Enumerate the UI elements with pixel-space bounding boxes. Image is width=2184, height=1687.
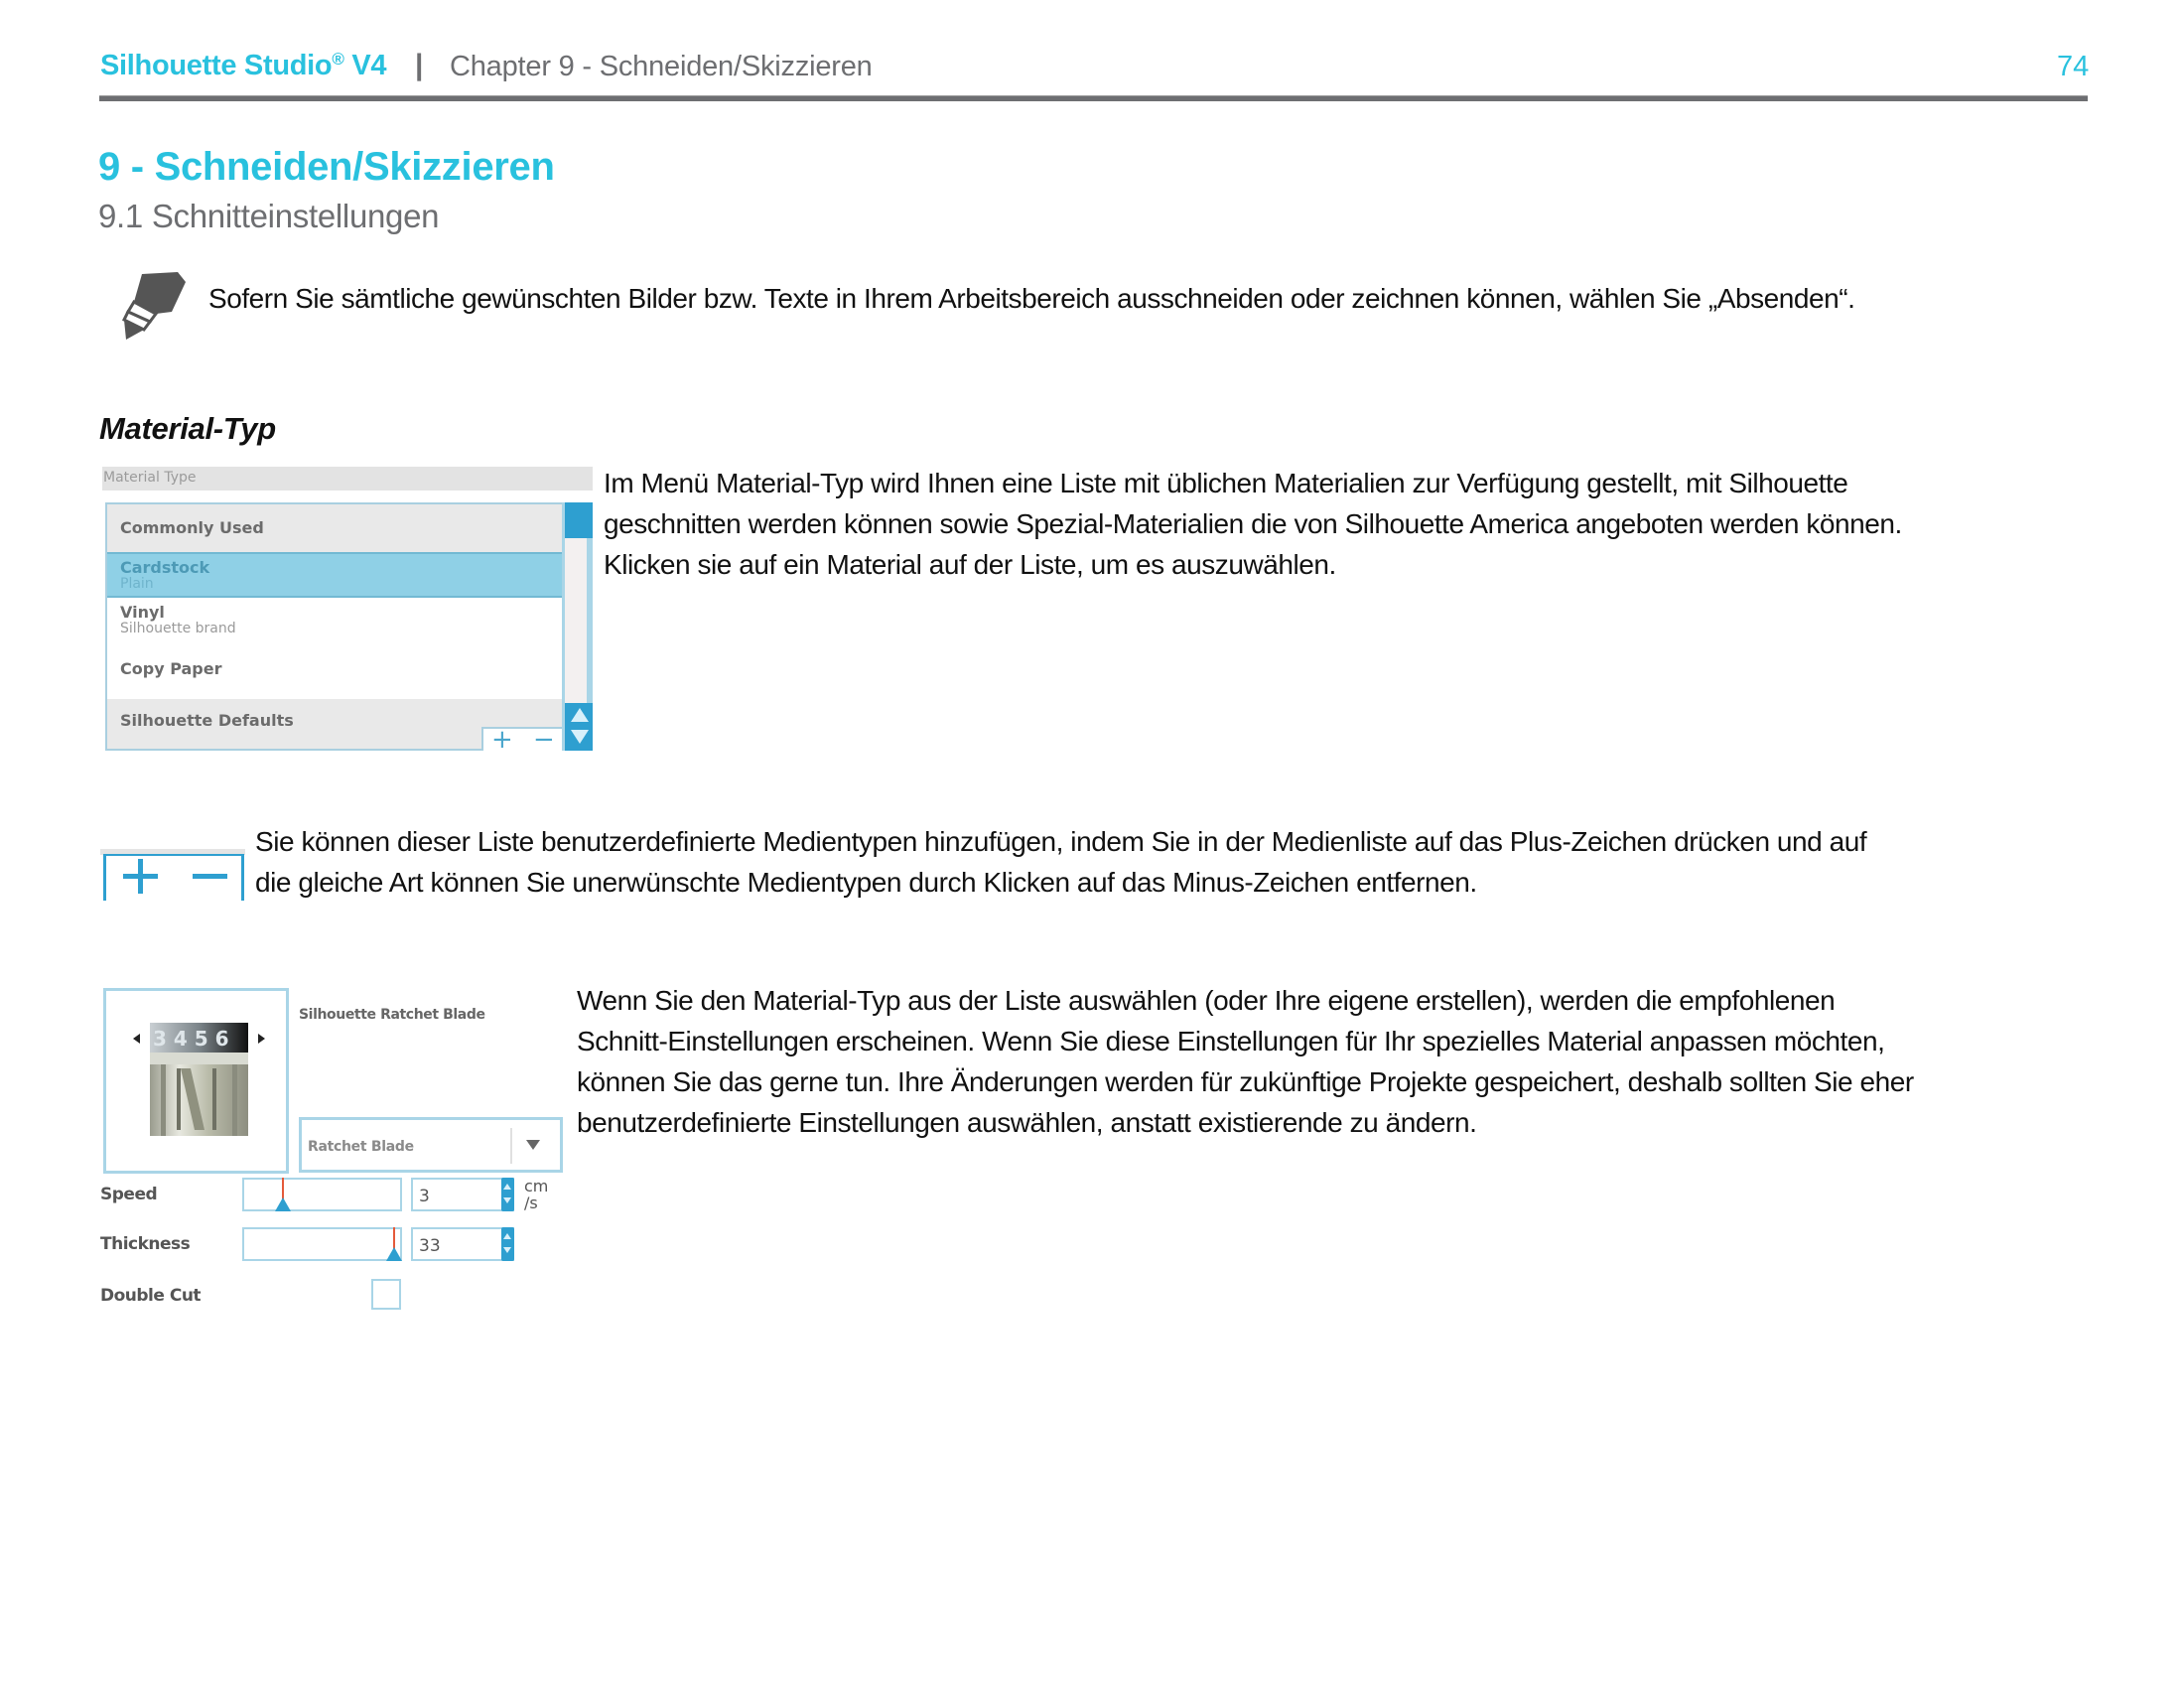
section-title: 9.1 Schnitteinstellungen [98,198,440,234]
speed-slider[interactable] [242,1178,402,1211]
thickness-slider-handle[interactable] [386,1247,402,1261]
chevron-down-icon[interactable] [526,1140,540,1150]
paragraph-line: geschnitten werden können sowie Spezial-Materialien die von Silhouette America angeboten werden können. [604,508,1902,539]
custom-media-paragraph [255,821,1866,903]
ratchet-blade-icon [133,1019,265,1138]
material-item-name: Vinyl [120,603,165,622]
paragraph-line: Schnitt-Einstellungen erscheinen. Wenn Sie diese Einstellungen für Ihr spezielles Material anpassen möchten, [577,1026,1885,1056]
material-item-sub: Plain [120,576,154,592]
slider-needle [282,1178,284,1199]
blade-image-box [103,988,289,1174]
paragraph-line: Klicken sie auf ein Material auf der Liste, um es auszuwählen. [604,549,1336,580]
brand-version: V4 [343,50,387,81]
paragraph-line: können Sie das gerne tun. Ihre Änderungen werden für zukünftige Projekte gespeichert, deshalb sollten Sie eher [577,1066,1914,1097]
paragraph-line: benutzerdefinierte Einstellungen auswählen, anstatt existierende zu ändern. [577,1107,1477,1138]
material-list [105,502,565,751]
unit-line: /s [524,1194,538,1212]
blade-select-value: Ratchet Blade [308,1139,414,1155]
double-cut-label: Double Cut [100,1286,202,1306]
paragraph-line: Wenn Sie den Material-Typ aus der Liste auswählen (oder Ihre eigene erstellen), werden die empfohlenen [577,985,1836,1016]
material-type-heading: Material-Typ [99,411,276,446]
pencil-icon [112,262,192,344]
material-list-scrollbar[interactable] [562,502,593,751]
plus-minus-widget [100,849,245,901]
material-item-copy-paper[interactable] [107,647,563,699]
plus-icon[interactable] [123,859,158,894]
unit-line: cm [524,1177,549,1195]
slider-needle [393,1227,395,1249]
thickness-spinner-icon[interactable] [501,1227,514,1261]
group-commonly-used: Commonly Used [107,504,563,552]
add-material-button[interactable]: + [491,725,513,755]
header-brand [100,50,386,82]
add-remove-buttons [481,725,563,755]
material-type-paragraph [604,463,1902,585]
speed-slider-handle[interactable] [275,1197,291,1211]
blade-name: Silhouette Ratchet Blade [299,1007,485,1023]
scroll-arrows [565,703,593,751]
thickness-value: 33 [419,1236,441,1256]
paragraph-line: die gleiche Art können Sie unerwünschte Medientypen durch Klicken auf das Minus-Zeichen entfernen. [255,867,1477,898]
paragraph-line: Im Menü Material-Typ wird Ihnen eine Liste mit üblichen Materialien zur Verfügung gestellt, mit Silhouette [604,468,1848,498]
header-separator: | [415,49,424,81]
group-silhouette-defaults: Silhouette Defaults [107,699,563,751]
material-item-sub: Silhouette brand [120,621,236,636]
thickness-input[interactable] [411,1227,514,1261]
page-number: 74 [2057,51,2090,82]
speed-input[interactable] [411,1178,514,1211]
speed-unit [524,1178,548,1211]
paragraph-line: Sie können dieser Liste benutzerdefinierte Medientypen hinzufügen, indem Sie in der Medienliste auf das Plus-Zeichen drücken und auf [255,826,1867,857]
material-type-panel [102,467,593,755]
note-text: Sofern Sie sämtliche gewünschten Bilder bzw. Texte in Ihrem Arbeitsbereich ausschneiden oder zeichnen können, wählen Sie „Absenden“. [208,283,1855,314]
material-item-name: Cardstock [120,558,210,577]
material-type-panel-header: Material Type [102,467,593,491]
blade-settings-panel [100,988,567,1326]
scroll-down-icon[interactable] [571,730,589,744]
header-chapter: Chapter 9 - Schneiden/Skizzieren [450,51,873,82]
thickness-slider[interactable] [242,1227,402,1261]
header-rule [99,95,2088,101]
blade-type-select[interactable] [299,1117,563,1173]
select-divider [510,1128,512,1164]
thickness-label: Thickness [100,1234,191,1254]
material-item-vinyl[interactable] [107,598,563,647]
blade-settings-paragraph [577,980,1914,1143]
double-cut-checkbox[interactable] [371,1279,401,1310]
speed-spinner-icon[interactable] [501,1178,514,1211]
speed-value: 3 [419,1187,430,1206]
svg-text:3 4 5 6: 3 4 5 6 [153,1027,229,1051]
scrollbar-thumb[interactable] [565,502,593,538]
brand-name: Silhouette Studio [100,50,333,81]
material-item-cardstock[interactable] [107,552,563,598]
speed-label: Speed [100,1185,158,1204]
minus-icon[interactable] [193,874,227,879]
remove-material-button[interactable]: − [533,725,555,755]
chapter-title: 9 - Schneiden/Skizzieren [98,145,555,189]
registered-mark: ® [332,50,344,69]
material-item-name: Copy Paper [120,659,222,678]
scroll-up-icon[interactable] [571,708,589,722]
scrollbar-track[interactable] [565,538,587,703]
